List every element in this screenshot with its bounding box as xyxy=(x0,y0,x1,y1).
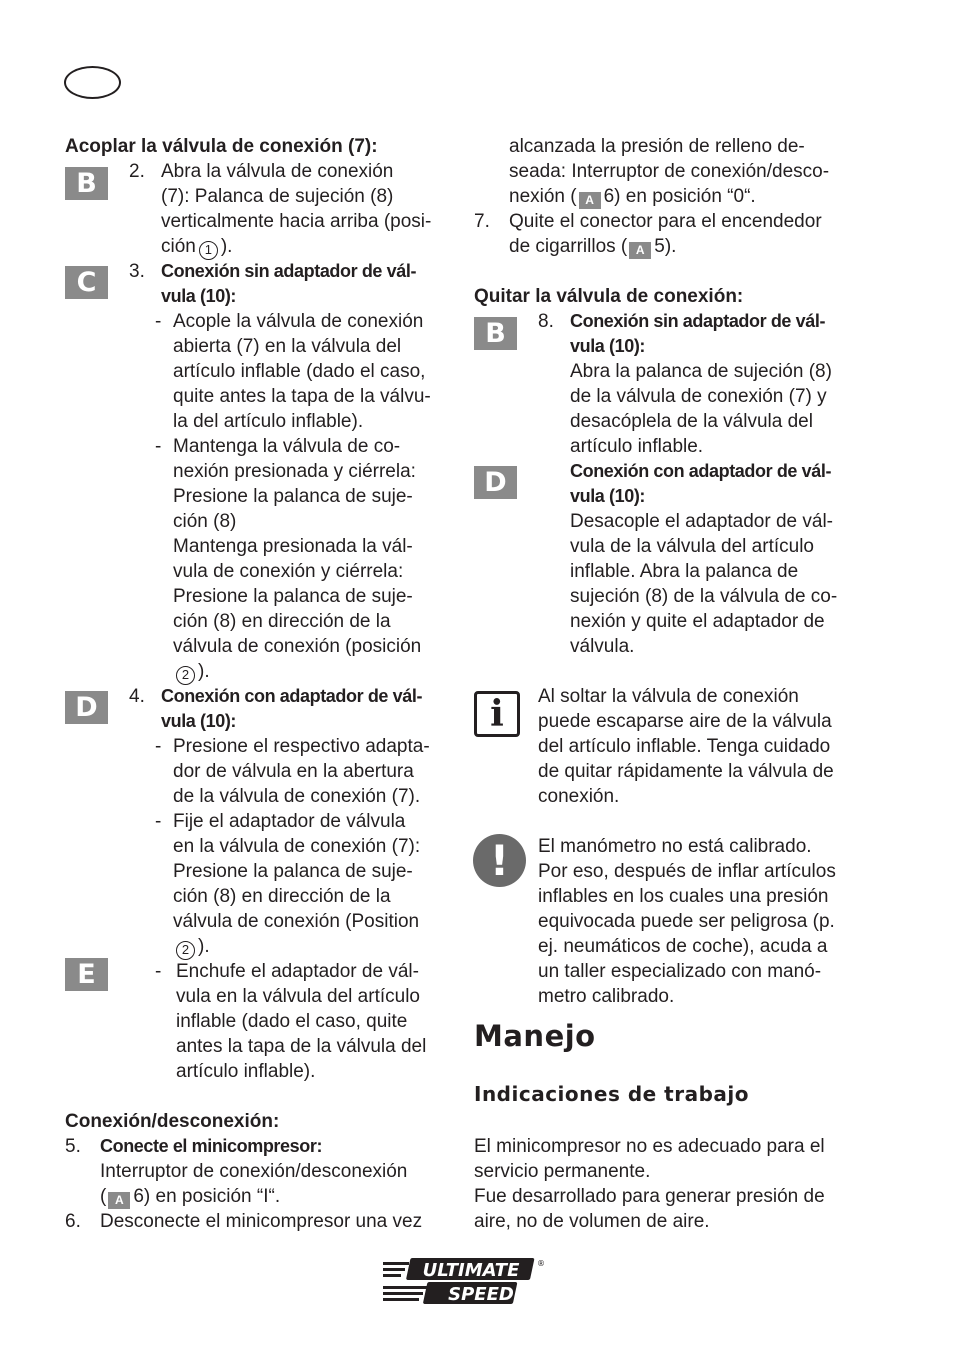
right-text-line: seada: Interruptor de conexión/desco- xyxy=(509,161,830,182)
left-text-line: nexión presionada y ciérrela: xyxy=(173,461,416,482)
right-text-line: 8. xyxy=(538,311,554,332)
registered-mark: ® xyxy=(537,1259,545,1268)
right-text-line: ej. neumáticos de coche), acuda a xyxy=(538,936,828,957)
left-text-line: vula (10): xyxy=(161,286,237,306)
left-text-line: Presione el respectivo adapta- xyxy=(173,736,430,757)
subsection-title-work-notes: Indicaciones de trabajo xyxy=(474,1082,749,1106)
left-text-line: (7): Palanca de sujeción (8) xyxy=(161,186,394,207)
right-text-line: válvula. xyxy=(570,636,635,657)
right-text-line: aire, no de volumen de aire. xyxy=(474,1211,710,1232)
position-2a-line xyxy=(173,659,210,685)
switch-off-line xyxy=(509,184,756,209)
left-text-line: 5. xyxy=(65,1136,81,1157)
right-text-line: de la válvula de conexión (7) y xyxy=(570,386,827,407)
left-text-line: Conexión con adaptador de vál- xyxy=(161,686,423,706)
right-text-line: Conexión con adaptador de vál- xyxy=(570,461,832,481)
left-text-line: dor de válvula en la abertura xyxy=(173,761,414,782)
left-text-line: ción (8) en dirección de la xyxy=(173,886,391,907)
left-text-line: artículo inflable). xyxy=(176,1061,316,1082)
right-text-line: vula (10): xyxy=(570,336,646,356)
right-text-line: Conexión sin adaptador de vál- xyxy=(570,311,826,331)
left-text-line: - xyxy=(155,311,162,332)
info-icon: i xyxy=(474,691,520,737)
left-text-line: Desconecte el minicompresor una vez xyxy=(100,1211,423,1232)
figure-ref-a: A xyxy=(629,242,651,259)
right-text-line: alcanzada la presión de relleno de- xyxy=(509,136,805,157)
left-text-line: válvula de conexión (posición xyxy=(173,636,422,657)
left-text-line: Acople la válvula de conexión xyxy=(173,311,424,332)
figure-tag-b: B xyxy=(474,317,517,350)
figure-tag-d: D xyxy=(65,691,108,724)
switch-text: nexión ( xyxy=(509,186,577,207)
right-text-line: Por eso, después de inflar artículos xyxy=(538,861,836,882)
section-heading-connect-valve: Acoplar la válvula de conexión (7): xyxy=(65,136,378,157)
ultimate-speed-logo xyxy=(383,1256,543,1306)
section-heading-on-off: Conexión/desconexión: xyxy=(65,1111,280,1132)
right-text-line: Quite el conector para el encendedor xyxy=(509,211,822,232)
right-text-line: Abra la palanca de sujeción (8) xyxy=(570,361,832,382)
position-2b-line xyxy=(173,934,210,960)
left-text-line: 3. xyxy=(129,261,145,282)
figure-tag-b: B xyxy=(65,167,108,200)
left-text-line: vula (10): xyxy=(161,711,237,731)
switch-text: 6) en posición “0“. xyxy=(603,186,756,207)
position-text: ción xyxy=(161,236,196,257)
section-title-manejo: Manejo xyxy=(474,1019,596,1053)
left-text-line: Abra la válvula de conexión xyxy=(161,161,394,182)
right-text-line: nexión y quite el adaptador de xyxy=(570,611,825,632)
position-close: ). xyxy=(220,236,233,257)
right-text-line: servicio permanente. xyxy=(474,1161,651,1182)
switch-on-line xyxy=(100,1184,280,1209)
left-text-line: quite antes la tapa de la válvu- xyxy=(173,386,431,407)
left-text-line: de la válvula de conexión (7). xyxy=(173,786,421,807)
position-close: ). xyxy=(198,936,210,957)
left-text-line: Mantenga presionada la vál- xyxy=(173,536,413,557)
left-text-line: vula en la válvula del artículo xyxy=(176,986,420,1007)
left-text-line: Enchufe el adaptador de vál- xyxy=(176,961,419,982)
left-text-line: Presione la palanca de suje- xyxy=(173,486,413,507)
left-text-line: vula de conexión y ciérrela: xyxy=(173,561,404,582)
cigarette-line xyxy=(509,234,676,259)
right-text-line: El manómetro no está calibrado. xyxy=(538,836,812,857)
switch-text: 6) en posición “I“. xyxy=(133,1186,281,1207)
circled-number-1: 1 xyxy=(199,241,218,260)
left-text-line: ción (8) en dirección de la xyxy=(173,611,391,632)
left-text-line: Conexión sin adaptador de vál- xyxy=(161,261,417,281)
left-text-line: Presione la palanca de suje- xyxy=(173,586,413,607)
right-text-line: de quitar rápidamente la válvula de xyxy=(538,761,834,782)
circled-number-2: 2 xyxy=(176,941,195,960)
left-text-line: 4. xyxy=(129,686,145,707)
right-text-line: inflable. Abra la palanca de xyxy=(570,561,799,582)
position-close: ). xyxy=(198,661,210,682)
left-text-line: - xyxy=(155,811,162,832)
right-text-line: 7. xyxy=(474,211,490,232)
figure-ref-a: A xyxy=(108,1192,130,1209)
left-text-line: Fije el adaptador de válvula xyxy=(173,811,406,832)
right-text-line: vula de la válvula del artículo xyxy=(570,536,814,557)
left-text-line: la del artículo inflable). xyxy=(173,411,364,432)
left-text-line: Presione la palanca de suje- xyxy=(173,861,413,882)
right-text-line: del artículo inflable. Tenga cuidado xyxy=(538,736,831,757)
left-text-line: antes la tapa de la válvula del xyxy=(176,1036,427,1057)
left-text-line: ción (8) xyxy=(173,511,237,532)
right-text-line: Fue desarrollado para generar presión de xyxy=(474,1186,825,1207)
position-1-line xyxy=(161,234,232,260)
figure-tag-c: C xyxy=(65,266,108,299)
left-text-line: - xyxy=(155,736,162,757)
left-text-line: Interruptor de conexión/desconexión xyxy=(100,1161,408,1182)
left-text-line: abierta (7) en la válvula del xyxy=(173,336,402,357)
right-text-line: artículo inflable. xyxy=(570,436,704,457)
left-text-line: válvula de conexión (Position xyxy=(173,911,420,932)
left-text-line: - xyxy=(155,961,162,982)
switch-text: ( xyxy=(100,1186,107,1207)
figure-ref-a: A xyxy=(579,192,601,209)
left-text-line: - xyxy=(155,436,162,457)
right-text-line: sujeción (8) de la válvula de co- xyxy=(570,586,838,607)
cig-text: 5). xyxy=(654,236,677,257)
warning-icon: ! xyxy=(473,834,526,887)
right-text-line: un taller especializado con manó- xyxy=(538,961,822,982)
right-text-line: vula (10): xyxy=(570,486,646,506)
left-text-line: 2. xyxy=(129,161,145,182)
cig-text: de cigarrillos ( xyxy=(509,236,628,257)
logo-text-top: ULTIMATE xyxy=(422,1260,520,1281)
right-text-line: desacóplela de la válvula del xyxy=(570,411,813,432)
right-text-line: El minicompresor no es adecuado para el xyxy=(474,1136,825,1157)
figure-tag-d: D xyxy=(474,466,517,499)
right-text-line: puede escaparse aire de la válvula xyxy=(538,711,832,732)
left-text-line: artículo inflable (dado el caso, xyxy=(173,361,426,382)
right-text-line: equivocada puede ser peligrosa (p. xyxy=(538,911,835,932)
right-text-line: metro calibrado. xyxy=(538,986,675,1007)
right-text-line: inflables en los cuales una presión xyxy=(538,886,829,907)
right-text-line: conexión. xyxy=(538,786,620,807)
left-text-line: verticalmente hacia arriba (posi- xyxy=(161,211,432,232)
left-text-line: 6. xyxy=(65,1211,81,1232)
circled-number-2: 2 xyxy=(176,666,195,685)
left-text-line: Mantenga la válvula de co- xyxy=(173,436,401,457)
logo-text-bottom: SPEED xyxy=(448,1284,514,1305)
left-text-line: en la válvula de conexión (7): xyxy=(173,836,421,857)
right-text-line: Al soltar la válvula de conexión xyxy=(538,686,799,707)
figure-tag-e: E xyxy=(65,958,108,991)
right-text-line: Desacople el adaptador de vál- xyxy=(570,511,834,532)
section-heading-remove-valve: Quitar la válvula de conexión: xyxy=(474,286,744,307)
language-badge xyxy=(64,66,121,99)
left-text-line: inflable (dado el caso, quite xyxy=(176,1011,408,1032)
left-text-line: Conecte el minicompresor: xyxy=(100,1136,323,1156)
